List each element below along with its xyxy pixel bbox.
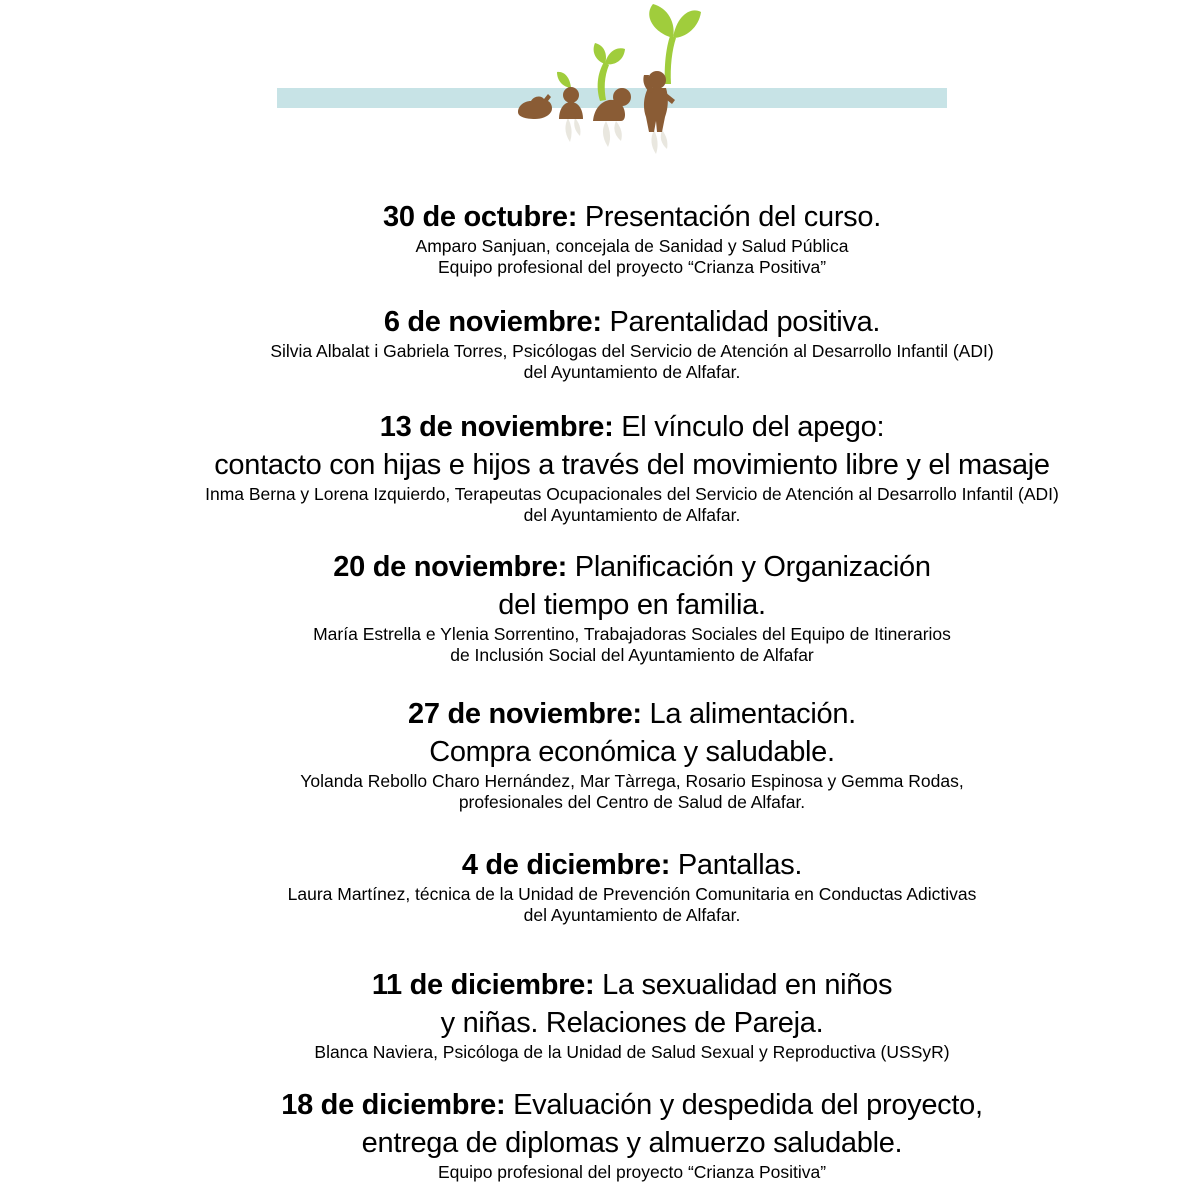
entry-date: 27 de noviembre: xyxy=(408,698,642,730)
header-graphic xyxy=(0,0,1200,160)
entry-title: Pantallas. xyxy=(677,849,803,881)
entry-heading xyxy=(64,548,1200,586)
entry-detail: del Ayuntamiento de Alfafar. xyxy=(523,905,741,925)
schedule-entry-20-noviembre xyxy=(64,548,1200,666)
entry-title: Planificación y Organización xyxy=(574,551,931,583)
schedule-entry-13-noviembre xyxy=(64,408,1200,526)
sprout-icon xyxy=(557,72,571,88)
entry-detail: Laura Martínez, técnica de la Unidad de Prevención Comunitaria en Conductas Adictivas xyxy=(287,884,977,904)
entry-title: Presentación del curso. xyxy=(584,201,881,233)
entry-title: La alimentación. xyxy=(649,698,856,730)
entry-date: 18 de diciembre: xyxy=(281,1089,506,1121)
entry-heading xyxy=(64,695,1200,733)
entry-date: 30 de octubre: xyxy=(383,201,578,233)
schedule-entry-4-diciembre xyxy=(64,846,1200,926)
entry-date: 4 de diciembre: xyxy=(461,849,671,881)
entry-title: La sexualidad en niños xyxy=(602,969,893,1001)
entry-detail: Yolanda Rebollo Charo Hernández, Mar Tàrrega, Rosario Espinosa y Gemma Rodas, xyxy=(300,771,964,791)
entry-detail: de Inclusión Social del Ayuntamiento de Alfafar xyxy=(450,645,814,665)
entry-date: 20 de noviembre: xyxy=(333,551,568,583)
schedule-entry-6-noviembre xyxy=(64,303,1200,383)
entry-title: Parentalidad positiva. xyxy=(609,306,881,338)
entry-detail: profesionales del Centro de Salud de Alfafar. xyxy=(458,792,806,812)
entry-heading xyxy=(64,303,1200,341)
entry-date: 6 de noviembre: xyxy=(383,306,602,338)
entry-detail: del Ayuntamiento de Alfafar. xyxy=(523,362,741,382)
entry-title-line2: y niñas. Relaciones de Pareja. xyxy=(440,1007,824,1039)
entry-date: 11 de diciembre: xyxy=(371,969,595,1001)
entry-title: Evaluación y despedida del proyecto, xyxy=(513,1089,983,1121)
entry-detail: del Ayuntamiento de Alfafar. xyxy=(523,505,741,525)
entry-title-line2: Compra económica y saludable. xyxy=(429,736,835,768)
entry-detail: Amparo Sanjuan, concejala de Sanidad y Salud Pública xyxy=(415,236,849,256)
entry-heading xyxy=(64,198,1200,236)
entry-heading xyxy=(64,846,1200,884)
schedule-entry-30-octubre xyxy=(64,198,1200,278)
entry-date: 13 de noviembre: xyxy=(379,411,614,443)
entry-heading xyxy=(64,966,1200,1004)
entry-title: El vínculo del apego: xyxy=(621,411,885,443)
entry-detail: María Estrella e Ylenia Sorrentino, Trabajadoras Sociales del Equipo de Itinerarios xyxy=(313,624,951,644)
schedule-entry-18-diciembre xyxy=(64,1086,1200,1183)
sprout-shapes xyxy=(557,4,701,101)
entry-detail: Silvia Albalat i Gabriela Torres, Psicólogas del Servicio de Atención al Desarrollo Infantil (ADI) xyxy=(270,341,994,361)
schedule-entry-11-diciembre xyxy=(64,966,1200,1063)
entry-title-line2: entrega de diplomas y almuerzo saludable. xyxy=(361,1127,903,1159)
entry-heading xyxy=(64,1086,1200,1124)
growth-illustration xyxy=(0,0,1200,160)
schedule-entry-27-noviembre xyxy=(64,695,1200,813)
entry-detail: Inma Berna y Lorena Izquierdo, Terapeutas Ocupacionales del Servicio de Atención al Desarrollo Infantil (ADI) xyxy=(205,484,1059,504)
entry-title-line2: contacto con hijas e hijos a través del movimiento libre y el masaje xyxy=(214,449,1050,481)
entry-heading xyxy=(64,408,1200,446)
entry-detail: Equipo profesional del proyecto “Crianza Positiva” xyxy=(437,257,827,277)
entry-detail: Equipo profesional del proyecto “Crianza Positiva” xyxy=(437,1162,827,1182)
entry-title-line2: del tiempo en familia. xyxy=(498,589,766,621)
entry-detail: Blanca Naviera, Psicóloga de la Unidad de Salud Sexual y Reproductiva (USSyR) xyxy=(314,1042,950,1062)
schedule-list xyxy=(0,160,1200,1183)
